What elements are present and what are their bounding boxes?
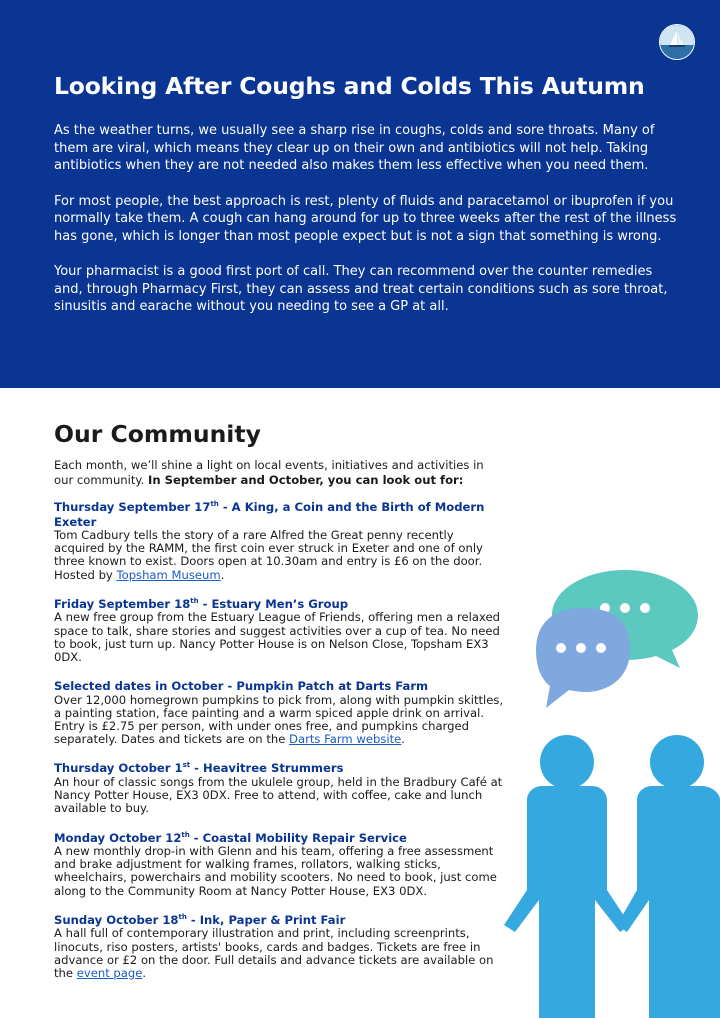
community-intro — [54, 458, 499, 487]
event-description — [54, 927, 504, 980]
event-heading — [54, 597, 504, 612]
event-item — [54, 913, 504, 980]
event-title: - Ink, Paper & Print Fair — [186, 912, 346, 927]
logo-badge — [659, 24, 695, 60]
event-date: Friday September 18 — [54, 596, 191, 611]
topsham-museum-link[interactable]: Topsham Museum — [116, 567, 221, 582]
event-text-end: . — [401, 732, 405, 747]
community-title: Our Community — [54, 420, 261, 448]
event-date: Monday October 12 — [54, 830, 182, 845]
person-right-figure — [617, 735, 720, 1018]
event-item — [54, 500, 504, 582]
hero-body — [54, 122, 684, 334]
event-date: Sunday October 18 — [54, 912, 179, 927]
intro-bold-text: In September and October, you can look out for: — [148, 472, 464, 487]
event-title: - Coastal Mobility Repair Service — [189, 830, 407, 845]
intro-text: Each month, we’ll shine a light on local events, initiatives and activities in our community. — [54, 458, 484, 487]
event-text-end: . — [142, 965, 147, 980]
events-list — [54, 500, 504, 995]
event-title: - Estuary Men’s Group — [198, 596, 349, 611]
hero-paragraph: As the weather turns, we usually see a sharp rise in coughs, colds and sore throats. Many of them are viral, which means they clear up on their own and antibiotics will not help. Taking antibiotics when they are not needed also makes them less effective when you need them. — [54, 123, 655, 173]
hero-section — [0, 0, 720, 388]
event-description — [54, 694, 504, 747]
event-date: Selected dates in October - Pumpkin Patch at Darts Farm — [54, 679, 429, 694]
event-date: Thursday September 17 — [54, 500, 211, 514]
event-heading — [54, 831, 504, 846]
event-description: A new free group from the Estuary League of Friends, offering men a relaxed space to talk, share stories and suggest activities over a cup of tea. No need to book, just turn up. Nancy Potter House is on Nelson Close, Topsham EX3 0DX. — [54, 610, 500, 664]
event-description: An hour of classic songs from the ukulele group, held in the Bradbury Café at Nancy Potter House, EX3 0DX. Free to attend, with coffee, cake and lunch available to buy. — [54, 774, 503, 816]
hero-paragraph: For most people, the best approach is rest, plenty of fluids and paracetamol or ibuprofen if you normally take them. A cough can hang around for up to three weeks after the rest of the illness has gone, which is longer than most people expect but is not a sign that something is wrong. — [54, 193, 677, 244]
event-heading — [54, 761, 504, 776]
event-page-link[interactable]: event page — [76, 965, 143, 980]
date-suffix: th — [210, 500, 219, 509]
date-suffix: th — [181, 830, 190, 839]
event-title: - Heavitree Strummers — [190, 761, 344, 776]
date-suffix: st — [182, 761, 191, 770]
event-text-end: . — [220, 567, 225, 582]
event-heading — [54, 913, 504, 928]
event-title: - A King, a Coin and the Birth of Modern Exeter — [54, 500, 485, 529]
hero-title: Looking After Coughs and Colds This Autumn — [54, 72, 645, 100]
community-illustration — [490, 560, 720, 1018]
event-item — [54, 761, 504, 815]
event-item — [54, 597, 504, 664]
date-suffix: th — [178, 913, 187, 921]
hero-paragraph: Your pharmacist is a good first port of call. They can recommend over the counter remedies and, through Pharmacy First, they can assess and treat certain conditions such as sore throat, sinusitis and earache without you needing to see a GP at all. — [54, 264, 668, 314]
darts-farm-link[interactable]: Darts Farm website — [289, 732, 402, 747]
speech-bubbles-icon — [536, 570, 698, 708]
event-text: Over 12,000 homegrown pumpkins to pick from, along with pumpkin skittles, a painting station, face painting and a warm spiced apple drink on arrival. Entry is £2.75 per person, with under ones free, and pumpkins charged separately. Dates and tickets are on the — [54, 692, 504, 747]
event-item — [54, 831, 504, 898]
event-heading — [54, 500, 504, 529]
person-left-figure — [504, 735, 630, 1018]
event-text: Tom Cadbury tells the story of a rare Alfred the Great penny recently acquired by the RAMM, the first coin ever struck in Exeter and one of only three known to exist. Doors open at 10.30am and entry is £6 on the door. Hosted by — [54, 528, 483, 582]
event-description — [54, 529, 504, 582]
event-heading — [54, 679, 504, 694]
date-suffix: th — [190, 596, 199, 605]
event-description: A new monthly drop-in with Glenn and his team, offering a free assessment and brake adjustment for walking frames, rollators, walking sticks, wheelchairs, powerchairs and mobility scooters. No need to book, just come along to the Community Room at Nancy Potter House, EX3 0DX. — [54, 844, 497, 898]
event-item — [54, 679, 504, 746]
event-text: A hall full of contemporary illustration and print, including screenprints, linocuts, riso posters, artists' books, cards and badges. Tickets are free in advance or £2 on the door. Full details and advance tickets are available on the — [54, 926, 494, 980]
event-date: Thursday October 1 — [54, 761, 183, 776]
sailboat-icon — [660, 25, 694, 59]
